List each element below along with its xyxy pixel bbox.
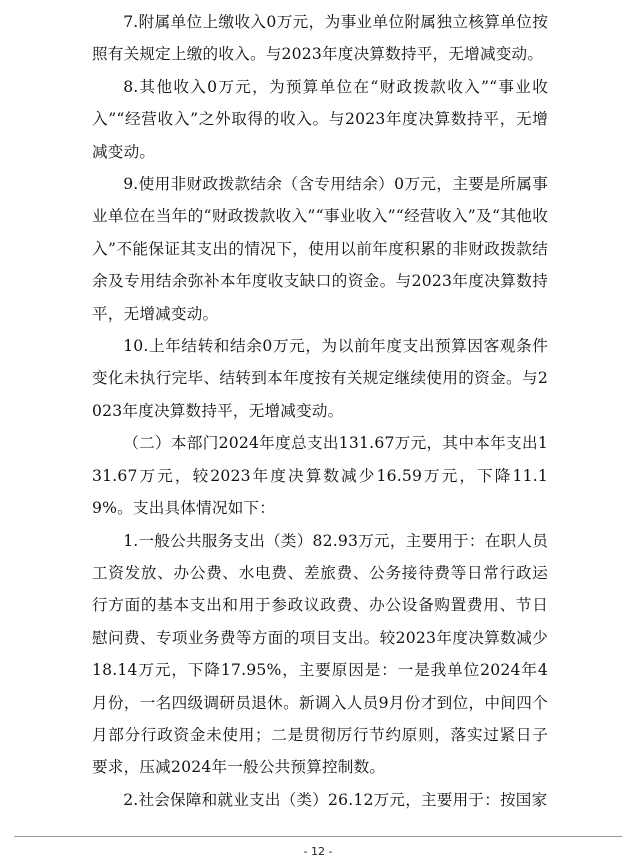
page-number: - 12 - bbox=[303, 845, 333, 858]
paragraph-carryover-balance: 10.上年结转和结余0万元，为以前年度支出预算因客观条件变化未执行完毕、结转到本年度按有关规定继续使用的资金。与2023年度决算数持平，无增减变动。 bbox=[92, 337, 548, 420]
paragraph-general-public-services: 1.一般公共服务支出（类）82.93万元，主要用于：在职人员工资发放、办公费、水电费、差旅费、公务接待费等日常行政运行方面的基本支出和用于参政议政费、办公设备购置费用、节日慰问费、专项业务费等方面的项目支出。较2023年度决算数减少18.14万元，下降17.95%，主要原因是：一是我单位2024年4月份，一名四级调研员退休。新调入人员9月份才到位，中间四个月部分行政资金未使用；二是贯彻厉行节约原则，落实过紧日子要求，压减2024年一般公共预算控制数。 bbox=[92, 531, 548, 777]
paragraph-other-income: 8.其他收入0万元，为预算单位在“财政拨款收入”“事业收入”“经营收入”之外取得的收入。与2023年度决算数持平，无增减变动。 bbox=[92, 77, 548, 161]
paragraph-affiliated-unit-income: 7.附属单位上缴收入0万元，为事业单位附属独立核算单位按照有关规定上缴的收入。与2023年度决算数持平，无增减变动。 bbox=[92, 13, 548, 64]
paragraph-total-expenditure: （二）本部门2024年度总支出131.67万元，其中本年支出131.67万元，较2023年度决算数减少16.59万元，下降11.19%。支出具体情况如下： bbox=[92, 434, 548, 518]
paragraph-social-security: 2.社会保障和就业支出（类）26.12万元，主要用于：按国家 bbox=[123, 790, 548, 809]
paragraph-non-fiscal-balance: 9.使用非财政拨款结余（含专用结余）0万元，主要是所属事业单位在当年的“财政拨款收入”“事业收入”“经营收入”及“其他收入”不能保证其支出的情况下，使用以前年度积累的非财政拨款结余及专用结余弥补本年度收支缺口的资金。与2023年度决算数持平，无增减变动。 bbox=[92, 175, 548, 323]
body-text bbox=[92, 6, 548, 816]
footer-divider bbox=[14, 836, 622, 837]
